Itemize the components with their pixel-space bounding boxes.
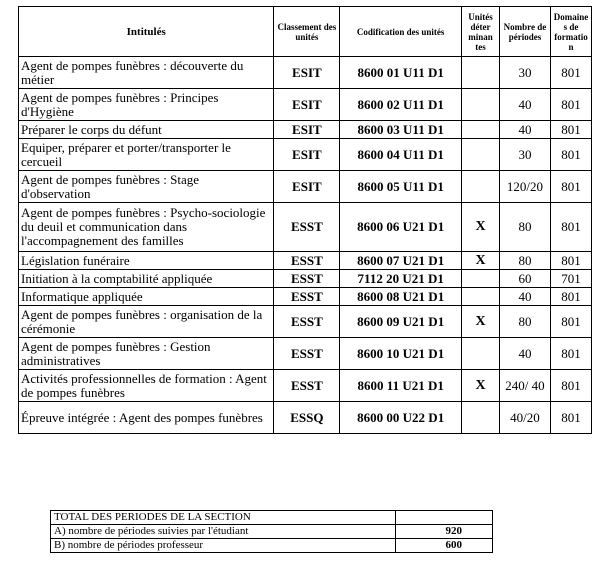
row-determinante [462, 402, 500, 434]
header-periodes: Nombre de périodes [500, 7, 551, 57]
table-row [19, 402, 592, 434]
row-label: Agent de pompes funèbres : Stage d'observation [19, 171, 274, 203]
table-row [19, 270, 592, 288]
table-row [19, 288, 592, 306]
row-domaine: 801 [550, 89, 591, 121]
totals-b-label: B) nombre de périodes professeur [51, 539, 396, 553]
table-row [19, 306, 592, 338]
row-code: 8600 08 U21 D1 [340, 288, 462, 306]
table-row [19, 57, 592, 89]
row-determinante [462, 338, 500, 370]
row-classement: ESIT [274, 121, 340, 139]
table-row [19, 121, 592, 139]
row-classement: ESIT [274, 171, 340, 203]
table-row [19, 139, 592, 171]
row-label: Equiper, préparer et porter/transporter le cercueil [19, 139, 274, 171]
row-determinante [462, 288, 500, 306]
row-classement: ESST [274, 203, 340, 252]
totals-row-a [51, 525, 493, 539]
row-code: 8600 10 U21 D1 [340, 338, 462, 370]
row-classement: ESST [274, 306, 340, 338]
row-domaine: 801 [550, 288, 591, 306]
table-row [19, 203, 592, 252]
row-classement: ESST [274, 270, 340, 288]
row-label: Épreuve intégrée : Agent des pompes funèbres [19, 402, 274, 434]
row-domaine: 801 [550, 121, 591, 139]
row-determinante [462, 121, 500, 139]
row-determinante: X [462, 252, 500, 270]
row-label: Agent de pompes funèbres : Principes d'Hygiène [19, 89, 274, 121]
row-domaine: 801 [550, 57, 591, 89]
row-code: 8600 09 U21 D1 [340, 306, 462, 338]
row-periodes: 40 [500, 338, 551, 370]
row-periodes: 30 [500, 139, 551, 171]
units-table [18, 6, 592, 434]
row-periodes: 80 [500, 252, 551, 270]
row-code: 7112 20 U21 D1 [340, 270, 462, 288]
row-domaine: 701 [550, 270, 591, 288]
row-classement: ESST [274, 338, 340, 370]
row-domaine: 801 [550, 306, 591, 338]
row-label: Agent de pompes funèbres : découverte du métier [19, 57, 274, 89]
row-code: 8600 00 U22 D1 [340, 402, 462, 434]
row-label: Agent de pompes funèbres : Gestion administratives [19, 338, 274, 370]
row-code: 8600 01 U11 D1 [340, 57, 462, 89]
row-determinante [462, 89, 500, 121]
row-classement: ESST [274, 370, 340, 402]
totals-a-label: A) nombre de périodes suivies par l'étudiant [51, 525, 396, 539]
row-periodes: 60 [500, 270, 551, 288]
row-code: 8600 02 U11 D1 [340, 89, 462, 121]
row-periodes: 40 [500, 121, 551, 139]
row-determinante [462, 139, 500, 171]
row-label: Agent de pompes funèbres : organisation de la cérémonie [19, 306, 274, 338]
row-label: Législation funéraire [19, 252, 274, 270]
row-periodes: 80 [500, 203, 551, 252]
row-periodes: 40/20 [500, 402, 551, 434]
table-row [19, 370, 592, 402]
row-determinante [462, 57, 500, 89]
header-classement: Classement des unités [274, 7, 340, 57]
totals-a-value: 920 [396, 525, 493, 539]
table-row [19, 89, 592, 121]
row-label: Initiation à la comptabilité appliquée [19, 270, 274, 288]
row-periodes: 40 [500, 288, 551, 306]
row-classement: ESIT [274, 57, 340, 89]
totals-table [50, 510, 493, 553]
row-determinante: X [462, 370, 500, 402]
row-determinante [462, 270, 500, 288]
row-code: 8600 07 U21 D1 [340, 252, 462, 270]
row-domaine: 801 [550, 402, 591, 434]
row-domaine: 801 [550, 139, 591, 171]
row-periodes: 30 [500, 57, 551, 89]
row-classement: ESSQ [274, 402, 340, 434]
row-code: 8600 11 U21 D1 [340, 370, 462, 402]
row-label: Activités professionnelles de formation : Agent de pompes funèbres [19, 370, 274, 402]
row-label: Informatique appliquée [19, 288, 274, 306]
row-periodes: 80 [500, 306, 551, 338]
totals-title-row [51, 511, 493, 525]
row-domaine: 801 [550, 252, 591, 270]
row-classement: ESST [274, 288, 340, 306]
totals-title: TOTAL DES PERIODES DE LA SECTION [51, 511, 396, 525]
row-label: Préparer le corps du défunt [19, 121, 274, 139]
header-intitules: Intitulés [19, 7, 274, 57]
table-row [19, 338, 592, 370]
totals-row-b [51, 539, 493, 553]
row-classement: ESST [274, 252, 340, 270]
row-domaine: 801 [550, 203, 591, 252]
row-code: 8600 04 U11 D1 [340, 139, 462, 171]
row-classement: ESIT [274, 139, 340, 171]
row-periodes: 40 [500, 89, 551, 121]
row-domaine: 801 [550, 370, 591, 402]
header-codification: Codification des unités [340, 7, 462, 57]
table-row [19, 171, 592, 203]
row-domaine: 801 [550, 338, 591, 370]
totals-b-value: 600 [396, 539, 493, 553]
header-row [19, 7, 592, 57]
row-label: Agent de pompes funèbres : Psycho-sociologie du deuil et communication dans l'accompagnement des familles [19, 203, 274, 252]
row-determinante: X [462, 306, 500, 338]
row-code: 8600 06 U21 D1 [340, 203, 462, 252]
row-code: 8600 03 U11 D1 [340, 121, 462, 139]
row-code: 8600 05 U11 D1 [340, 171, 462, 203]
totals-title-empty [396, 511, 493, 525]
row-periodes: 240/ 40 [500, 370, 551, 402]
row-periodes: 120/20 [500, 171, 551, 203]
row-determinante: X [462, 203, 500, 252]
row-classement: ESIT [274, 89, 340, 121]
row-determinante [462, 171, 500, 203]
table-row [19, 252, 592, 270]
header-determinantes: Unités déter minan tes [462, 7, 500, 57]
header-domaine: Domaine s de formatio n [550, 7, 591, 57]
row-domaine: 801 [550, 171, 591, 203]
